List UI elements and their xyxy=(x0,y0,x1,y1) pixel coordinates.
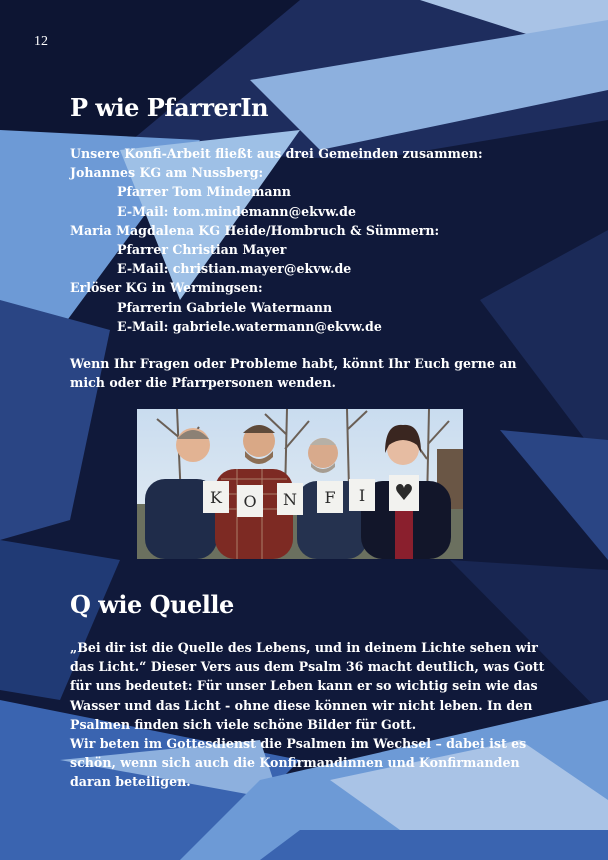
quelle-line: daran beteiligen. xyxy=(70,774,191,790)
parish-name: Johannes KG am Nussberg: xyxy=(70,165,264,181)
contact-note xyxy=(70,354,540,392)
card-letter: N xyxy=(283,490,297,509)
photo-illustration xyxy=(137,409,463,559)
page-number: 12 xyxy=(34,34,48,49)
pastor-name: Pfarrer Christian Mayer xyxy=(117,242,287,258)
pastor-email: E-Mail: tom.mindemann@ekvw.de xyxy=(117,203,356,219)
quelle-paragraph xyxy=(70,638,550,792)
parish-contacts xyxy=(70,144,540,336)
heart-icon: ♥ xyxy=(394,481,414,506)
pastor-name: Pfarrer Tom Mindemann xyxy=(117,184,291,200)
quelle-line: für uns bedeutet: Für unser Leben kann er so wichtig sein wie das xyxy=(70,678,538,694)
quelle-line: Wir beten im Gottesdienst die Psalmen im Wechsel – dabei ist es xyxy=(70,736,527,752)
quelle-line: „Bei dir ist die Quelle des Lebens, und in deinem Lichte sehen wir xyxy=(70,640,538,655)
card-letter: O xyxy=(243,492,257,511)
card-letter: F xyxy=(324,488,336,507)
quelle-line: das Licht.“ Dieser Vers aus dem Psalm 36 macht deutlich, was Gott xyxy=(70,659,545,675)
konfi-team-photo xyxy=(137,409,463,559)
contact-note-line: Wenn Ihr Fragen oder Probleme habt, könnt Ihr Euch gerne an xyxy=(70,356,517,371)
parish-name: Erlöser KG in Wermingsen: xyxy=(70,280,263,296)
section-title-q: Q wie Quelle xyxy=(70,590,234,619)
quelle-line: Wasser und das Licht - ohne diese können wir nicht leben. In den xyxy=(70,697,533,713)
quelle-line: schön, wenn sich auch die Konfirmandinnen und Konfirmanden xyxy=(70,755,520,771)
card-letter: K xyxy=(210,488,222,507)
quelle-line: Psalmen finden sich viele schöne Bilder für Gott. xyxy=(70,716,417,732)
parish-name: Maria Magdalena KG Heide/Hombruch & Sümmern: xyxy=(70,222,440,238)
pastor-email: E-Mail: christian.mayer@ekvw.de xyxy=(117,261,352,277)
section-title-p: P wie PfarrerIn xyxy=(70,93,269,122)
pastor-name: Pfarrerin Gabriele Watermann xyxy=(117,299,333,315)
contact-note-line: mich oder die Pfarrpersonen wenden. xyxy=(70,375,336,391)
card-letter: I xyxy=(358,486,366,505)
pastor-email: E-Mail: gabriele.watermann@ekvw.de xyxy=(117,318,382,334)
intro-text: Unsere Konfi-Arbeit fließt aus drei Gemeinden zusammen: xyxy=(70,146,483,161)
